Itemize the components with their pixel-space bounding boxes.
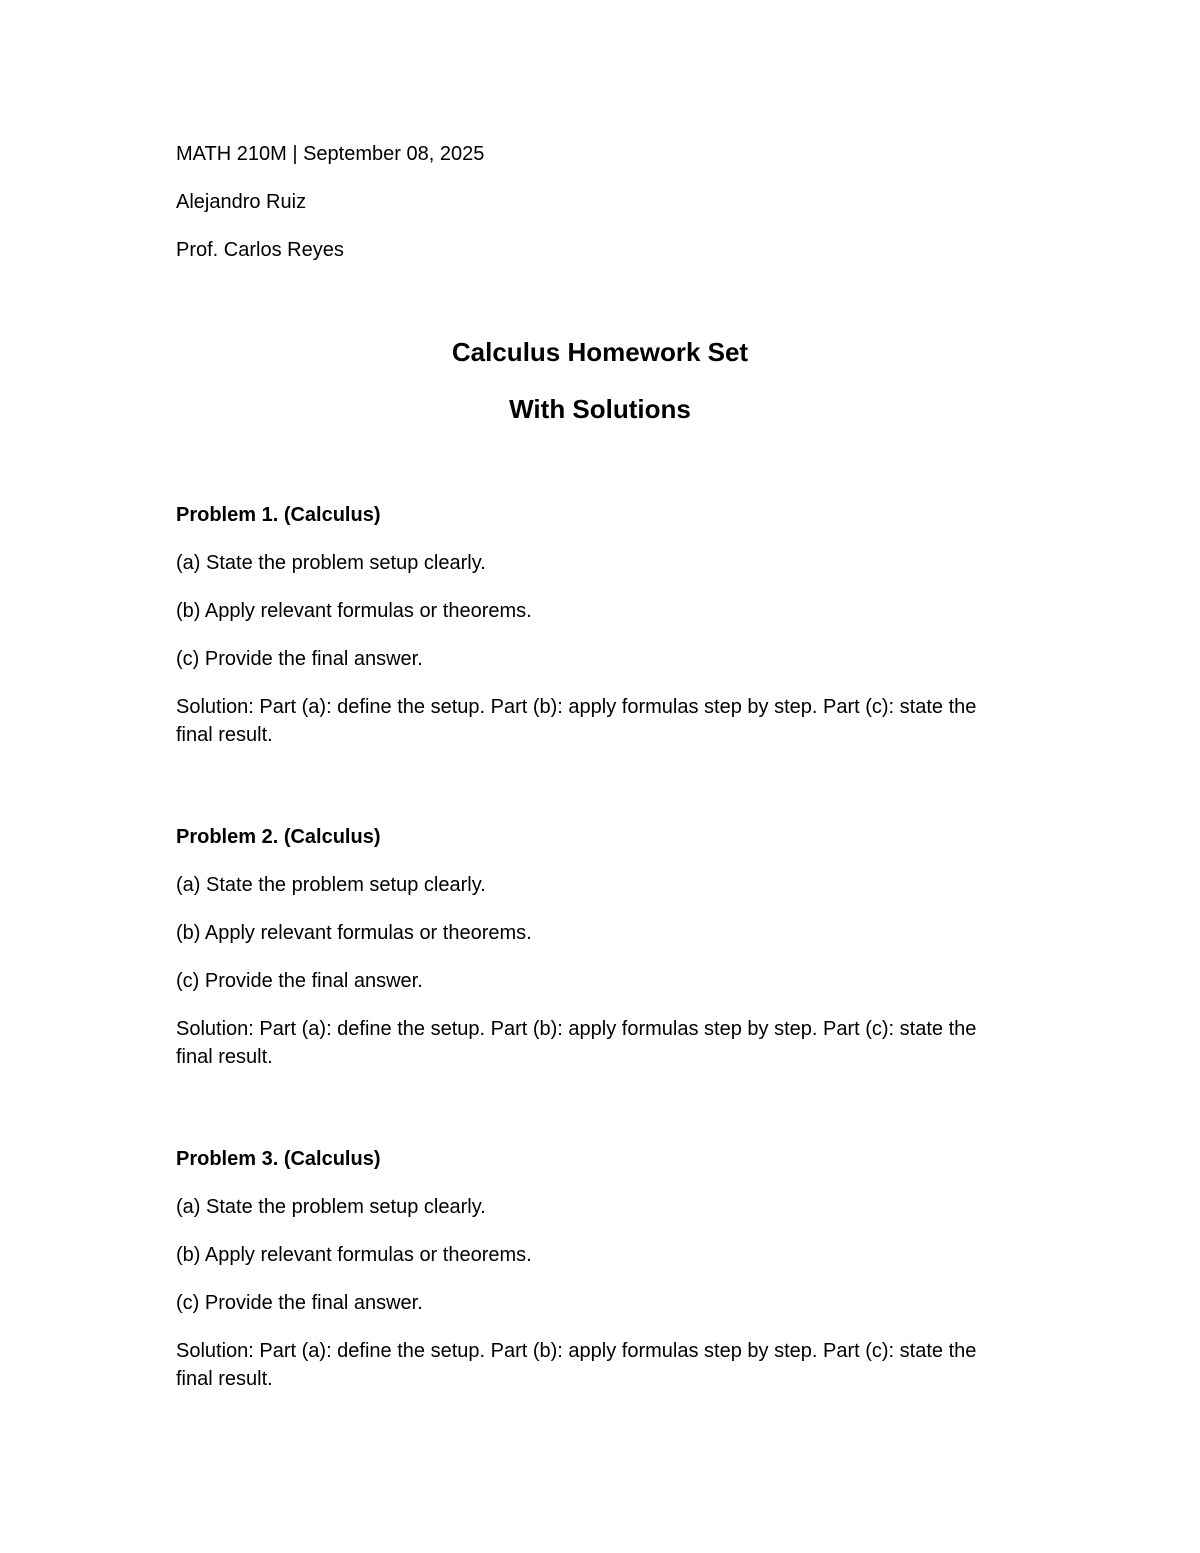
problem-solution: Solution: Part (a): define the setup. Part (b): apply formulas step by step. Part (c): state the final result. <box>176 696 977 746</box>
problem-section <box>176 1145 1026 1393</box>
document-content <box>176 140 1026 1393</box>
problem-part: (a) State the problem setup clearly. <box>176 552 486 574</box>
problem-heading: Problem 2. (Calculus) <box>176 826 381 848</box>
problem-part: (b) Apply relevant formulas or theorems. <box>176 1244 532 1266</box>
problem-part: (c) Provide the final answer. <box>176 648 423 670</box>
problem-solution: Solution: Part (a): define the setup. Part (b): apply formulas step by step. Part (c): state the final result. <box>176 1018 977 1068</box>
problem-heading: Problem 1. (Calculus) <box>176 504 381 526</box>
problem-part: (c) Provide the final answer. <box>176 970 423 992</box>
document-title: Calculus Homework Set <box>451 337 749 367</box>
problem-part: (b) Apply relevant formulas or theorems. <box>176 922 532 944</box>
student-name: Alejandro Ruiz <box>176 191 307 213</box>
problem-part: (c) Provide the final answer. <box>176 1292 423 1314</box>
professor-name: Prof. Carlos Reyes <box>176 239 344 261</box>
problem-section <box>176 501 1026 749</box>
problem-heading: Problem 3. (Calculus) <box>176 1148 381 1170</box>
problem-part: (b) Apply relevant formulas or theorems. <box>176 600 532 622</box>
problem-part: (a) State the problem setup clearly. <box>176 874 486 896</box>
problem-section <box>176 823 1026 1071</box>
document-subtitle: With Solutions <box>509 394 691 424</box>
document-header <box>176 140 1026 264</box>
problem-solution: Solution: Part (a): define the setup. Part (b): apply formulas step by step. Part (c): state the final result. <box>176 1340 977 1390</box>
document-titles <box>176 334 1024 427</box>
problem-part: (a) State the problem setup clearly. <box>176 1196 486 1218</box>
course-date-line: MATH 210M | September 08, 2025 <box>176 143 485 165</box>
